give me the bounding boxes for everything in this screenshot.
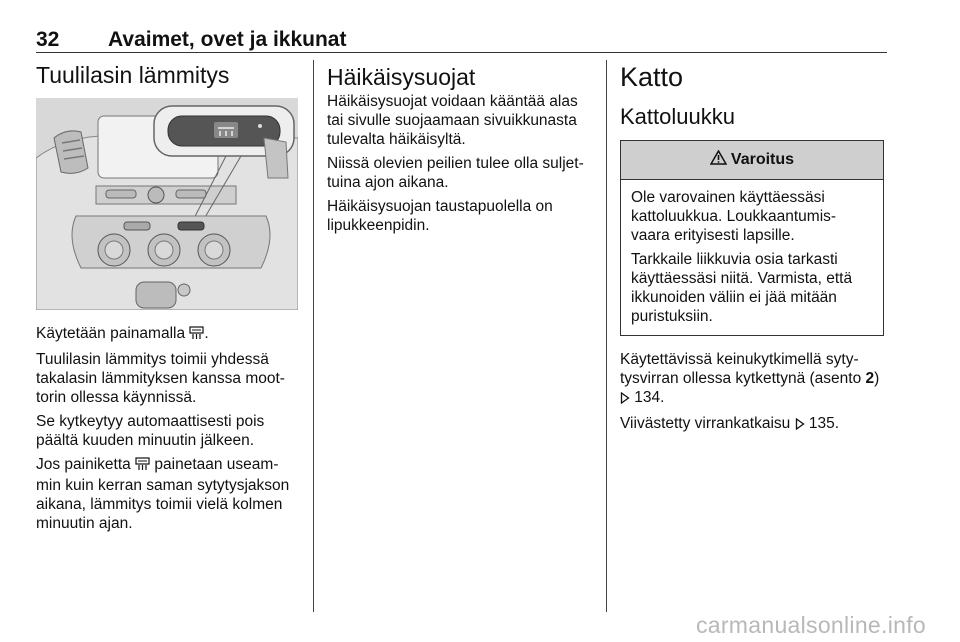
section-heading: Häikäisysuojat [327,64,476,90]
warning-header [621,141,883,180]
section-heading: Tuulilasin lämmitys [36,62,230,88]
page-reference[interactable]: 135. [804,415,840,432]
warning-triangle-icon [710,150,727,170]
chapter-title: Avaimet, ovet ja ikkunat [108,28,347,51]
paragraph: Niissä olevien peilien tulee olla suljet-tuina ajon aikana. [327,155,584,191]
page-reference-arrow-icon [795,416,805,435]
paragraph: Tuulilasin lämmitys toimii yhdessä takalasin lämmityksen kanssa moot-torin ollessa käynnissä. [36,351,285,406]
page-number: 32 [36,28,60,51]
defroster-icon [135,457,150,476]
page-reference-arrow-icon [620,390,630,409]
column-roof [620,60,886,440]
paragraph: Häikäisysuojat voidaan kääntää alas tai sivulle suojaamaan sivuikkunasta tulevalta häikäisyltä. [327,93,578,148]
warning-text: Tarkkaile liikkuvia osia tarkasti käyttäessäsi niitä. Varmista, että ikkunoiden väliin ei jää mitään puristuksiin. [631,251,853,325]
paragraph: Se kytkeytyy automaattisesti pois päältä kuuden minuutin jälkeen. [36,413,265,449]
header-rule [36,52,887,53]
page-header [36,24,886,54]
page-reference[interactable]: 134. [630,389,665,406]
paragraph: Viivästetty virrankatkaisu 135. [620,414,886,435]
column-windscreen-heating [36,60,300,538]
subsection-heading: Kattoluukku [620,104,735,129]
paragraph: Jos painiketta painetaan useam-min kuin kerran saman sytytysjakson aikana, lämmitys toimii vielä kolmen minuutin ajan. [36,456,290,532]
column-divider [606,60,607,612]
defroster-icon [189,326,204,345]
paragraph: Häikäisysuojan taustapuolella on lipukkeenpidin. [327,198,553,234]
column-divider [313,60,314,612]
warning-title: Varoitus [730,151,795,168]
dashboard-illustration [36,98,298,310]
column-sun-visors [327,60,592,240]
paragraph: Käytetään painamalla . [36,324,300,345]
warning-box [620,140,884,336]
section-heading: Katto [620,62,684,92]
warning-text: Ole varovainen käyttäessäsi kattoluukkua. Loukkaantumis-vaara erityisesti lapsille. [631,189,837,244]
watermark: carmanualsonline.info [695,612,926,638]
paragraph: Käytettävissä keinukytkimellä syty-tysvirran ollessa kytkettynä (asento 2) 134. [620,350,886,409]
